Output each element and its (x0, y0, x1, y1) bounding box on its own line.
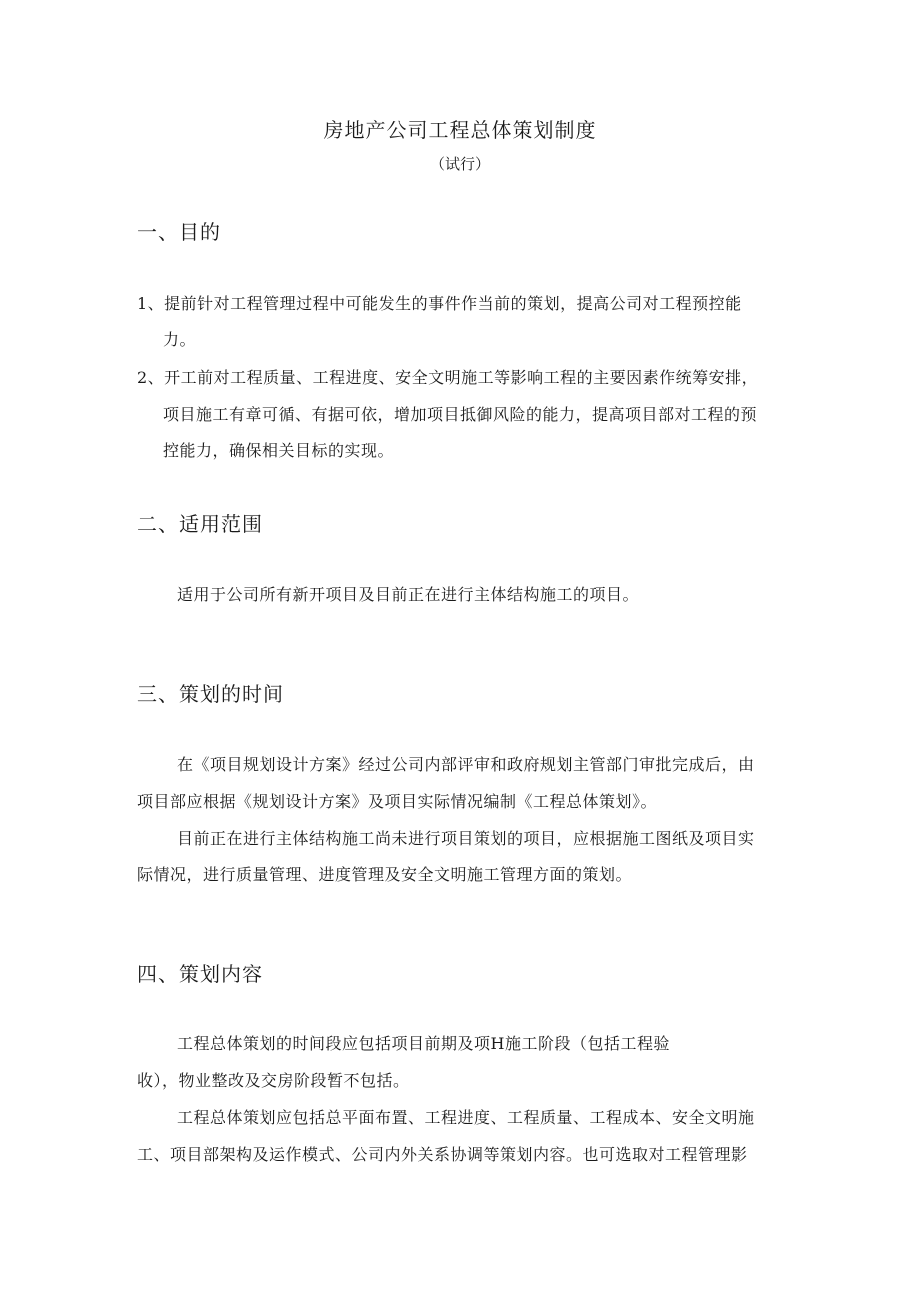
section-heading-content: 四、策划内容 (137, 962, 263, 986)
section-heading-scope: 二、适用范围 (137, 512, 263, 536)
paragraph-line: 在《项目规划设计方案》经过公司内部评审和政府规划主管部门审批完成后，由 (177, 755, 755, 774)
document-title: 房地产公司工程总体策划制度 (323, 118, 597, 142)
section-heading-purpose: 一、目的 (137, 220, 221, 244)
paragraph-line: 工程总体策划的时间段应包括项目前期及项H施工阶段（包括工程验 (177, 1034, 670, 1053)
paragraph-line: 力。 (163, 330, 197, 349)
paragraph-line: 际情况，进行质量管理、进度管理及安全文明施工管理方面的策划。 (137, 865, 633, 884)
paragraph-line: 控能力，确保相关目标的实现。 (163, 441, 395, 460)
paragraph-line: 目前正在进行主体结构施工尚未进行项目策划的项目，应根据施工图纸及项目实 (177, 829, 755, 848)
document-subtitle: （试行） (429, 155, 490, 173)
section-heading-timing: 三、策划的时间 (137, 682, 284, 706)
paragraph-line: 1、提前针对工程管理过程中可能发生的事件作当前的策划，提高公司对工程预控能 (137, 294, 742, 313)
paragraph-line: 项目部应根据《规划设计方案》及项目实际情况编制《工程总体策划》。 (137, 792, 658, 811)
paragraph-line: 收），物业整改及交房阶段暂不包括。 (137, 1071, 410, 1090)
paragraph-line: 适用于公司所有新开项目及目前正在进行主体结构施工的项目。 (177, 585, 640, 604)
paragraph-line: 工程总体策划应包括总平面布置、工程进度、工程质量、工程成本、安全文明施 (177, 1108, 755, 1127)
paragraph-line: 2、开工前对工程质量、工程进度、安全文明施工等影响工程的主要因素作统筹安排， (137, 368, 759, 387)
paragraph-line: 项目施工有章可循、有据可依，增加项目抵御风险的能力，提高项目部对工程的预 (163, 405, 758, 424)
paragraph-line: 工、项目部架构及运作模式、公司内外关系协调等策划内容。也可选取对工程管理影 (137, 1145, 748, 1164)
